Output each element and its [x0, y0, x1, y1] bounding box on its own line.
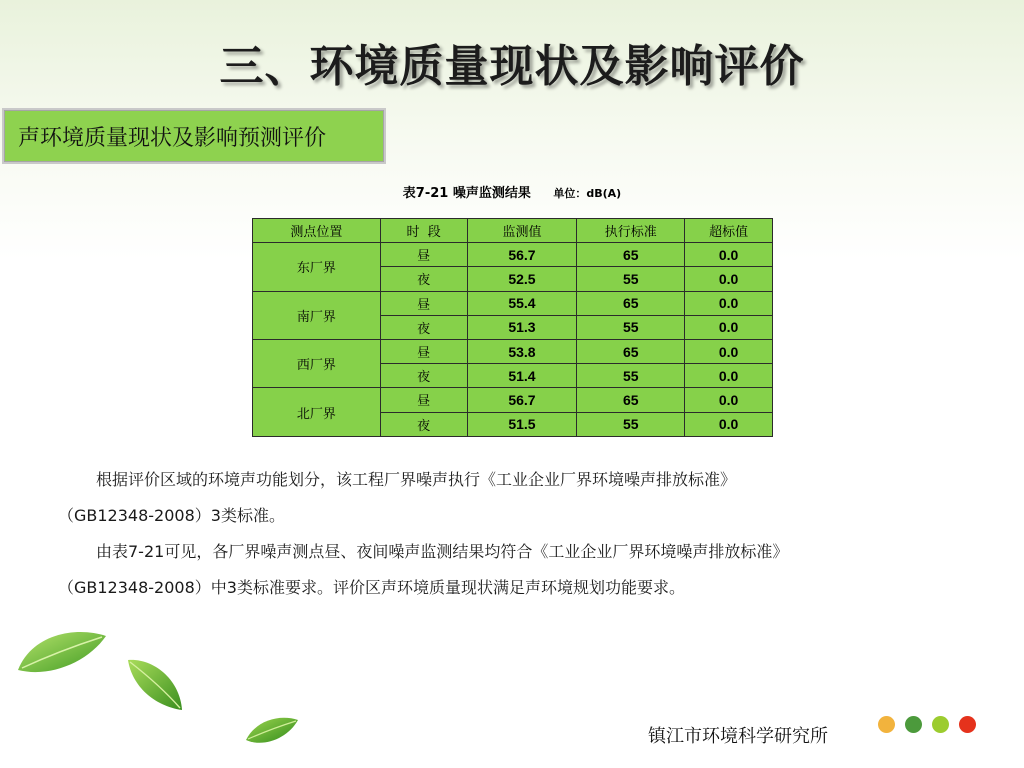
dot-orange	[878, 716, 895, 733]
standard-cell: 65	[577, 291, 685, 315]
paragraph-1	[58, 462, 988, 534]
table-row	[253, 291, 773, 315]
leaf-icon	[14, 626, 110, 678]
paragraph-1-text-2: （GB12348-2008）3类标准。	[58, 506, 285, 525]
table-header-row	[253, 219, 773, 243]
header-value: 监测值	[467, 219, 577, 243]
table-row	[253, 339, 773, 363]
paragraph-2-text-1: 由表7-21可见，各厂界噪声测点昼、夜间噪声监测结果均符合《工业企业厂界环境噪声排放标准》	[96, 542, 789, 561]
standard-cell: 65	[577, 339, 685, 363]
header-location: 测点位置	[253, 219, 381, 243]
excess-cell: 0.0	[685, 243, 773, 267]
header-excess: 超标值	[685, 219, 773, 243]
paragraph-2-text-2: （GB12348-2008）中3类标准要求。评价区声环境质量现状满足声环境规划功能要求。	[58, 578, 685, 597]
leaf-icon	[124, 656, 186, 714]
excess-cell: 0.0	[685, 388, 773, 412]
slide-title: 三、环境质量现状及影响评价	[219, 41, 805, 92]
value-cell: 56.7	[467, 388, 577, 412]
table-caption	[0, 182, 1024, 201]
location-cell: 西厂界	[253, 339, 381, 387]
paragraph-2	[58, 534, 988, 606]
section-heading-box	[2, 108, 386, 164]
value-cell: 53.8	[467, 339, 577, 363]
paragraph-1-text-1: 根据评价区域的环境声功能划分，该工程厂界噪声执行《工业企业厂界环境噪声排放标准》	[96, 470, 737, 489]
location-cell: 北厂界	[253, 388, 381, 436]
table-row	[253, 243, 773, 267]
value-cell: 55.4	[467, 291, 577, 315]
excess-cell: 0.0	[685, 315, 773, 339]
dot-lime	[932, 716, 949, 733]
standard-cell: 65	[577, 243, 685, 267]
excess-cell: 0.0	[685, 267, 773, 291]
standard-cell: 65	[577, 388, 685, 412]
header-standard: 执行标准	[577, 219, 685, 243]
period-cell: 昼	[380, 339, 467, 363]
standard-cell: 55	[577, 364, 685, 388]
paragraph-2-line-1	[58, 534, 988, 570]
table-row	[253, 388, 773, 412]
section-heading: 声环境质量现状及影响预测评价	[18, 125, 327, 151]
value-cell: 51.3	[467, 315, 577, 339]
value-cell: 51.4	[467, 364, 577, 388]
location-cell: 东厂界	[253, 243, 381, 291]
standard-cell: 55	[577, 267, 685, 291]
excess-cell: 0.0	[685, 412, 773, 436]
table-title: 表7-21 噪声监测结果	[402, 186, 531, 201]
paragraph-1-line-1	[58, 462, 988, 498]
leaf-icon	[244, 714, 300, 748]
period-cell: 夜	[380, 315, 467, 339]
period-cell: 夜	[380, 267, 467, 291]
value-cell: 52.5	[467, 267, 577, 291]
standard-cell: 55	[577, 315, 685, 339]
value-cell: 56.7	[467, 243, 577, 267]
excess-cell: 0.0	[685, 339, 773, 363]
table-unit: 单位：dB(A)	[553, 187, 622, 200]
standard-cell: 55	[577, 412, 685, 436]
period-cell: 昼	[380, 388, 467, 412]
header-period: 时 段	[380, 219, 467, 243]
period-cell: 夜	[380, 364, 467, 388]
footer-organization: 镇江市环境科学研究所	[648, 726, 828, 747]
location-cell: 南厂界	[253, 291, 381, 339]
dot-dark-green	[905, 716, 922, 733]
decorative-dots	[878, 716, 976, 733]
excess-cell: 0.0	[685, 364, 773, 388]
excess-cell: 0.0	[685, 291, 773, 315]
period-cell: 昼	[380, 291, 467, 315]
period-cell: 昼	[380, 243, 467, 267]
noise-monitoring-table	[252, 218, 773, 437]
value-cell: 51.5	[467, 412, 577, 436]
period-cell: 夜	[380, 412, 467, 436]
dot-red	[959, 716, 976, 733]
